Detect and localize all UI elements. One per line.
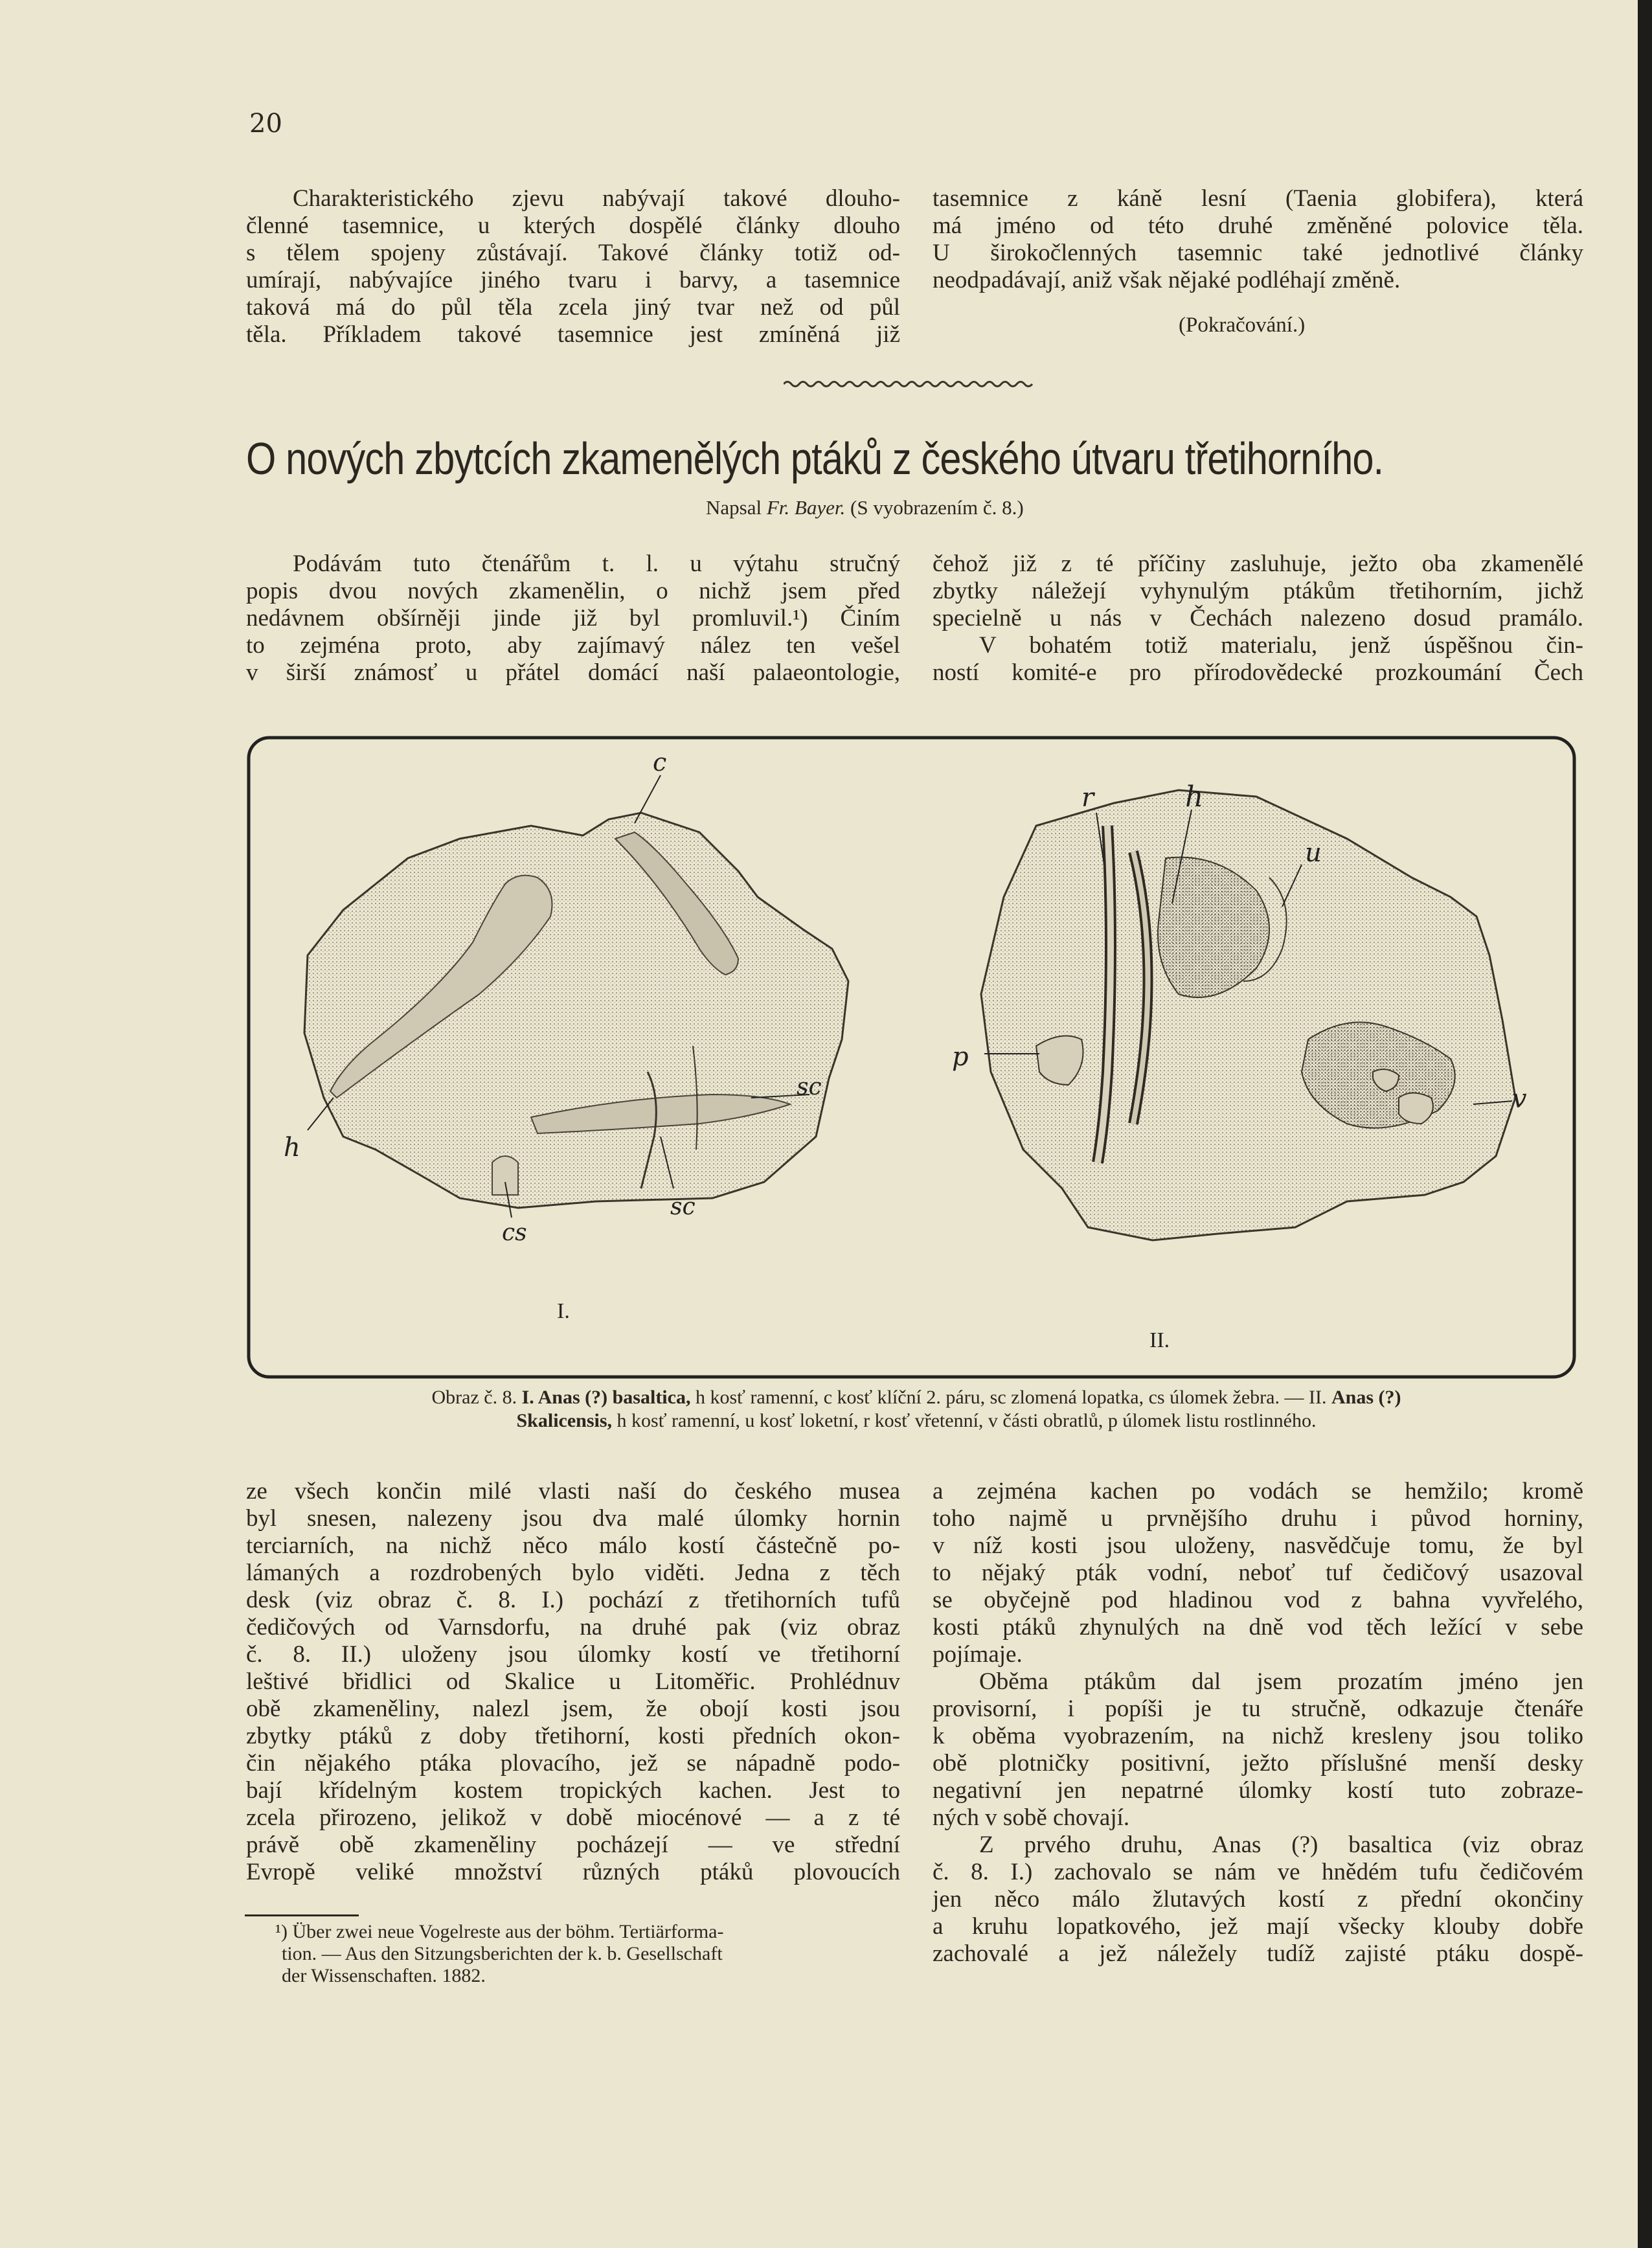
text-line: č. 8. I.) zachovalo se nám ve hnědém tufu čedičovém (933, 1859, 1583, 1885)
text-line: těla. Příkladem takové tasemnice jest zmíněná již (246, 321, 900, 348)
text-line: čin nějakého ptáka plovacího, jež se nápadně podo- (246, 1750, 900, 1777)
text-line: U širokočlenných tasemnic také jednotlivé články (933, 240, 1583, 266)
text-line: terciarních, na nichž něco málo kostí částečně po- (246, 1532, 900, 1559)
text-line: v širší známosť u přátel domácí naší palaeontologie, (246, 659, 900, 686)
caption-legend-2: h kosť ramenní, u kosť loketní, r kosť vřetenní, v části obratlů, p úlomek listu rostlinného. (617, 1410, 1317, 1431)
text-line: tasemnice z káně lesní (Taenia globifera), která (933, 185, 1583, 212)
text-line: toho najmě u prvnějšího druhu i původ horniny, (933, 1505, 1583, 1532)
text-line: ných v sobě chovají. (933, 1804, 1130, 1831)
top-left-column (246, 185, 900, 348)
label-u: u (1305, 838, 1322, 868)
label-p: p (952, 1042, 969, 1072)
label-h: h (284, 1133, 300, 1163)
text-line: kosti ptáků zhynulých na dně vod těch ležící v sebe (933, 1614, 1583, 1641)
text-line: č. 8. II.) uloženy jsou úlomky kostí ve třetihorní (246, 1641, 900, 1668)
label-v: v (1512, 1084, 1527, 1114)
text-line: čedičových od Varnsdorfu, na druhé pak (viz obraz (246, 1614, 900, 1641)
text-line: popis dvou nových zkamenělin, o nichž jsem před (246, 578, 900, 604)
label-sc-lower: sc (670, 1194, 696, 1220)
text-line: Podávám tuto čtenářům t. l. u výtahu stručný (293, 551, 900, 577)
text-line: to nějaký pták vodní, neboť tuf čedičový usazoval (933, 1560, 1583, 1586)
text-line: taková má do půl těla zcela jiný tvar než od půl (246, 294, 900, 321)
label-sc-upper: sc (797, 1074, 822, 1100)
footnote (275, 1921, 903, 1987)
text-line: a kruhu lopatkového, jež mají všecky klouby dobře (933, 1913, 1583, 1940)
byline-note: (S vyobrazením č. 8.) (850, 496, 1024, 519)
body-left-column (246, 1478, 900, 1886)
article-title: O nových zbytcích zkamenělých ptáků z českého útvaru třetihorního. (246, 433, 1384, 484)
body-right-column (933, 1478, 1583, 1968)
text-line: neodpadávají, aniž však nějaké podléhají změně. (933, 267, 1401, 293)
label-c: c (653, 748, 667, 777)
figure-label-II: II. (1149, 1328, 1170, 1352)
text-line: leštivé břidlici od Skalice u Litoměřic. Prohlédnuv (246, 1668, 900, 1695)
byline-author: Fr. Bayer. (766, 496, 846, 519)
text-line: byl snesen, nalezeny jsou dva malé úlomky hornin (246, 1505, 900, 1532)
text-line: nedávnem obšírněji jinde již byl promluvil.¹) Činím (246, 605, 900, 631)
text-line: zbytky náležejí vyhynulým ptákům třetihorním, jichž (933, 578, 1583, 604)
caption-prefix: Obraz č. 8. (431, 1387, 517, 1408)
text-line: Oběma ptákům dal jsem prozatím jméno jen (979, 1668, 1583, 1695)
text-line: a zejména kachen po vodách se hemžilo; kromě (933, 1478, 1583, 1504)
text-line: ze všech končin milé vlasti naší do českého musea (246, 1478, 900, 1504)
text-line: čehož již z té příčiny zasluhuje, ježto oba zkamenělé (933, 551, 1583, 577)
text-line: ností komité-e pro přírodovědecké prozkoumání Čech (933, 659, 1583, 686)
text-line: pojímaje. (933, 1641, 1023, 1668)
text-line: desk (viz obraz č. 8. I.) pochází z třetihorních tufů (246, 1587, 900, 1613)
scan-edge (1638, 0, 1652, 2248)
text-line: Evropě veliké množství různých ptáků plovoucích (246, 1859, 900, 1885)
text-line: obě zkameněliny, nalezl jsem, že obojí kosti jsou (246, 1696, 900, 1722)
text-line: umírají, nabývajíce jiného tvaru i barvy, a tasemnice (246, 267, 900, 293)
text-line: lámaných a rozdrobených bylo viděti. Jedna z těch (246, 1560, 900, 1586)
text-line: v níž kosti jsou uloženy, nasvědčuje tomu, že byl (933, 1532, 1583, 1559)
byline-prefix: Napsal (706, 496, 762, 519)
continuation-note: (Pokračování.) (1179, 313, 1306, 337)
top-right-column (933, 185, 1583, 294)
footnote-line: ¹) Über zwei neue Vogelreste aus der böhm. Tertiärforma- (275, 1921, 724, 1942)
label-cs: cs (502, 1220, 527, 1246)
text-line: to zejména proto, aby zajímavý nález ten vešel (246, 632, 900, 659)
text-line: právě obě zkameněliny pocházejí — ve střední (246, 1832, 900, 1858)
intro-right-column (933, 551, 1583, 687)
text-line: specielně u nás v Čechách nalezeno dosud pramálo. (933, 605, 1583, 631)
text-line: bají křídelným kostem tropických kachen. Jest to (246, 1777, 900, 1804)
page-number: 20 (249, 109, 282, 139)
text-line: má jméno od této druhé změněné polovice těla. (933, 212, 1583, 239)
label-r: r (1081, 783, 1094, 813)
footnote-rule (245, 1914, 359, 1916)
figure-label-I: I. (557, 1299, 570, 1323)
byline (706, 496, 1024, 519)
text-line: obě plotničky positivní, ježto příslušné menší desky (933, 1750, 1583, 1777)
text-line: zcela přirozeno, jelikož v době miocénové — a z té (246, 1804, 900, 1831)
caption-species-1: I. Anas (?) basaltica, (521, 1387, 691, 1408)
text-line: se obyčejně pod hladinou vod z bahna vyvřelého, (933, 1587, 1583, 1613)
caption-species-2a: Anas (?) (1331, 1387, 1401, 1408)
text-line: V bohatém totiž materialu, jenž úspěšnou čin- (979, 632, 1583, 659)
footnote-line: der Wissenschaften. 1882. (282, 1965, 486, 1986)
text-line: zbytky ptáků z doby třetihorní, kosti předních okon- (246, 1723, 900, 1749)
text-line: k oběma vyobrazením, na nichž kresleny jsou toliko (933, 1723, 1583, 1749)
caption-species-2b: Skalicensis, (516, 1410, 613, 1431)
figure-8 (246, 735, 1577, 1379)
text-line: zachovalé a jež náležely tudíž zajisté ptáku dospě- (933, 1940, 1583, 1967)
text-line: Z prvého druhu, Anas (?) basaltica (viz obraz (979, 1832, 1583, 1858)
text-line: s tělem spojeny zůstávají. Takové články totiž od- (246, 240, 900, 266)
text-line: provisorní, i popíši je tu stručně, odkazuje čtenáře (933, 1696, 1583, 1722)
intro-left-column (246, 551, 900, 687)
text-line: negativní jen nepatrné úlomky kostí tuto zobraze- (933, 1777, 1583, 1804)
footnote-line: tion. — Aus den Sitzungsberichten der k. b. Gesellschaft (282, 1943, 723, 1964)
caption-legend-1: h kosť ramenní, c kosť klíční 2. páru, sc zlomená lopatka, cs úlomek žebra. — II. (695, 1387, 1327, 1408)
label-h2: h (1185, 780, 1204, 813)
text-line: Charakteristického zjevu nabývají takové dlouho- (293, 185, 900, 212)
section-divider (784, 374, 1036, 394)
text-line: členné tasemnice, u kterých dospělé články dlouho (246, 212, 900, 239)
figure-caption (246, 1386, 1587, 1433)
text-line: jen něco málo žlutavých kostí z přední okončiny (933, 1886, 1583, 1913)
